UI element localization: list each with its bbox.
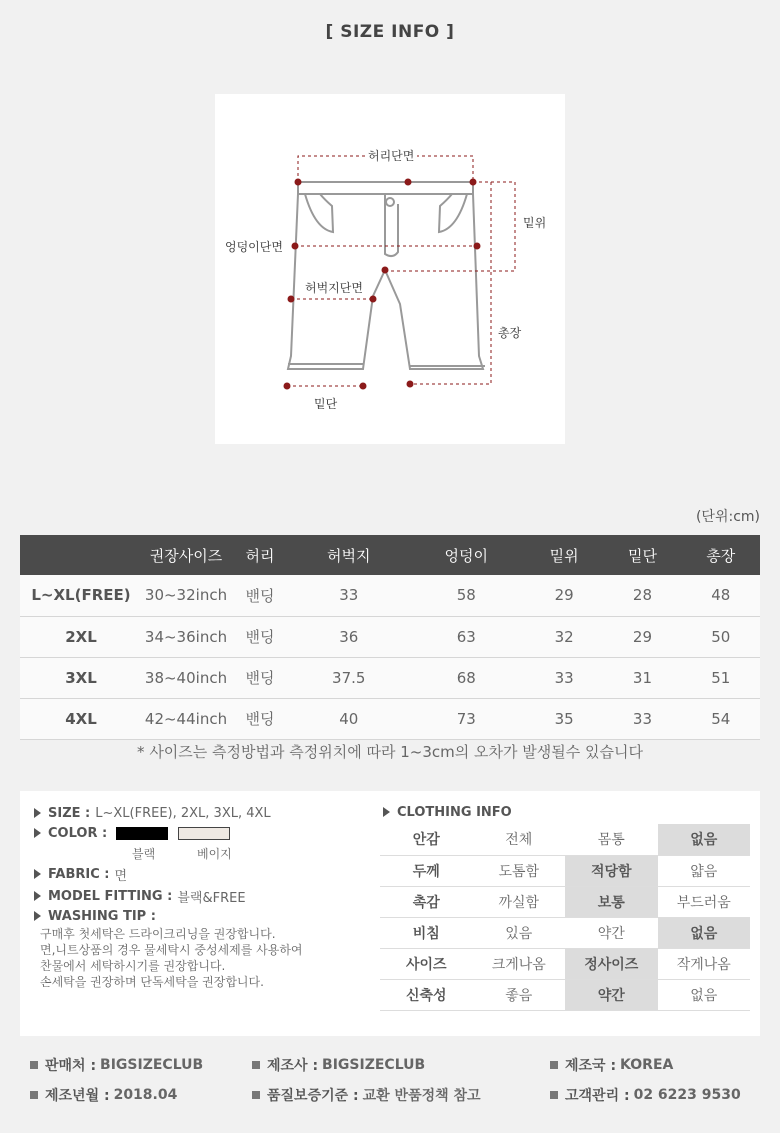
hem-label: 밑단 [314,397,338,411]
clothing-info-key: 사이즈 [380,948,473,979]
table-cell: 밴딩 [230,575,290,616]
clothing-info-option: 좋음 [473,979,566,1010]
clothing-info-option-selected: 적당함 [565,855,658,886]
table-cell: 밴딩 [230,616,290,657]
clothing-info-table [380,824,750,1011]
clothing-info-row [380,979,750,1010]
washing-tip-label: WASHING TIP : [48,908,156,924]
header-cell: 허벅지 [290,535,408,575]
model-fitting-row [34,886,379,906]
table-cell: 58 [408,575,526,616]
clothing-info-option: 도톰함 [473,855,566,886]
clothing-info-title: CLOTHING INFO [397,804,512,820]
header-cell [20,535,142,575]
clothing-info-key: 촉감 [380,886,473,917]
color-name-beige: 베이지 [197,847,232,861]
seller-value: BIGSIZECLUB [100,1057,204,1073]
table-cell: 68 [408,657,526,698]
table-cell: 34~36inch [142,616,230,657]
table-cell: 29 [603,616,681,657]
washing-tip-line: 면,니트상품의 경우 물세탁시 중성세제를 사용하여 [40,943,303,957]
clothing-info-option: 몸통 [565,824,658,855]
clothing-info-option-selected: 정사이즈 [565,948,658,979]
clothing-info-key: 안감 [380,824,473,855]
waist-label: 허리단면 [365,147,417,164]
color-row [34,823,379,843]
clothing-info-option: 얇음 [658,855,751,886]
header-cell: 밑단 [603,535,681,575]
model-fitting-value: 블랙&FREE [177,890,246,906]
bullet-square-icon [30,1091,38,1099]
size-name-cell: 3XL [20,657,142,698]
table-cell: 32 [525,616,603,657]
table-cell: 28 [603,575,681,616]
maker-label: 제조사 : [267,1058,319,1074]
clothing-info-row [380,948,750,979]
table-cell: 37.5 [290,657,408,698]
clothing-info-option-selected: 없음 [658,824,751,855]
model-fitting-label: MODEL FITTING : [48,888,173,904]
bullet-square-icon [252,1091,260,1099]
size-table [20,535,760,740]
size-name-cell: 4XL [20,698,142,739]
warranty-value: 교환 반품정책 참고 [362,1088,481,1104]
clothing-info-option: 부드러움 [658,886,751,917]
table-cell: 73 [408,698,526,739]
table-cell: 54 [682,698,760,739]
product-info-box [20,791,760,1036]
size-table-header [20,535,760,575]
clothing-info-key: 신축성 [380,979,473,1010]
maker-value: BIGSIZECLUB [322,1057,426,1073]
size-row [34,803,379,823]
table-cell: 33 [525,657,603,698]
washing-tip-text [40,926,379,990]
hip-label: 엉덩이단면 [225,240,283,254]
washing-tip-line: 손세탁을 권장하며 단독세탁을 권장합니다. [40,975,264,989]
size-note: * 사이즈는 측정방법과 측정위치에 따라 1~3cm의 오차가 발생될수 있습니다 [137,743,643,761]
table-cell: 40 [290,698,408,739]
table-cell: 38~40inch [142,657,230,698]
country-item [550,1055,673,1075]
header-cell: 권장사이즈 [142,535,230,575]
bullet-square-icon [30,1061,38,1069]
clothing-info-option: 약간 [565,917,658,948]
table-cell: 29 [525,575,603,616]
seller-item [30,1055,203,1075]
clothing-info-option: 작게나옴 [658,948,751,979]
arrow-right-icon [34,911,41,921]
fabric-value: 면 [114,868,128,884]
table-cell: 42~44inch [142,698,230,739]
table-cell: 밴딩 [230,698,290,739]
header-cell: 밑위 [525,535,603,575]
table-cell: 35 [525,698,603,739]
arrow-right-icon [34,869,41,879]
clothing-info-option-selected: 약간 [565,979,658,1010]
table-cell: 30~32inch [142,575,230,616]
clothing-info-option: 있음 [473,917,566,948]
arrow-right-icon [34,828,41,838]
customer-service-value: 02 6223 9530 [633,1087,741,1103]
seller-label: 판매처 : [45,1058,97,1074]
table-row [20,657,760,698]
clothing-info-row [380,886,750,917]
header-cell: 총장 [682,535,760,575]
thigh-label: 허벅지단면 [305,281,363,295]
header-cell: 허리 [230,535,290,575]
size-name-cell: 2XL [20,616,142,657]
table-row [20,575,760,616]
table-cell: 51 [682,657,760,698]
warranty-item [252,1085,481,1105]
clothing-info-key: 두께 [380,855,473,886]
arrow-right-icon [34,891,41,901]
arrow-right-icon [34,808,41,818]
color-swatch-beige [178,827,230,840]
clothing-info-row [380,824,750,855]
table-cell: 33 [603,698,681,739]
table-cell: 48 [682,575,760,616]
date-item [30,1085,177,1105]
washing-tip-line: 찬물에서 세탁하시기를 권장합니다. [40,959,226,973]
product-spec-list [34,803,379,990]
size-value: L~XL(FREE), 2XL, 3XL, 4XL [95,805,271,821]
country-label: 제조국 : [565,1058,617,1074]
clothing-info-key: 비침 [380,917,473,948]
clothing-info-option: 까실함 [473,886,566,917]
measurement-diagram [215,94,565,444]
washing-tip-line: 구매후 첫세탁은 드라이크리닝을 권장합니다. [40,927,276,941]
clothing-info-heading [383,803,512,821]
header-cell: 엉덩이 [408,535,526,575]
date-value: 2018.04 [113,1087,178,1103]
clothing-info-row [380,855,750,886]
table-cell: 31 [603,657,681,698]
color-name-black: 블랙 [132,847,156,861]
washing-tip-row [34,906,379,926]
table-row [20,698,760,739]
table-cell: 33 [290,575,408,616]
table-cell: 63 [408,616,526,657]
clothing-info-option-selected: 보통 [565,886,658,917]
size-name-cell: L~XL(FREE) [20,575,142,616]
maker-item [252,1055,425,1075]
rise-label: 밑위 [523,216,547,230]
fabric-label: FABRIC : [48,866,110,882]
clothing-info-option-selected: 없음 [658,917,751,948]
unit-label: (단위:cm) [695,509,760,525]
warranty-label: 품질보증기준 : [267,1088,359,1104]
customer-service-item [550,1085,741,1105]
bullet-square-icon [252,1061,260,1069]
bullet-square-icon [550,1091,558,1099]
color-names [34,843,379,863]
date-label: 제조년월 : [45,1088,110,1104]
clothing-info-option: 전체 [473,824,566,855]
table-cell: 50 [682,616,760,657]
bullet-square-icon [550,1061,558,1069]
customer-service-label: 고객관리 : [565,1088,630,1104]
clothing-info-option: 크게나옴 [473,948,566,979]
clothing-info-option: 없음 [658,979,751,1010]
country-value: KOREA [620,1057,674,1073]
table-row [20,616,760,657]
arrow-right-icon [383,807,390,817]
table-cell: 36 [290,616,408,657]
page-title: [ SIZE INFO ] [325,22,455,42]
clothing-info-row [380,917,750,948]
color-swatch-black [116,827,168,840]
fabric-row [34,864,379,884]
color-label: COLOR : [48,825,108,841]
size-label: SIZE : [48,805,91,821]
table-cell: 밴딩 [230,657,290,698]
length-label: 총장 [498,326,522,340]
